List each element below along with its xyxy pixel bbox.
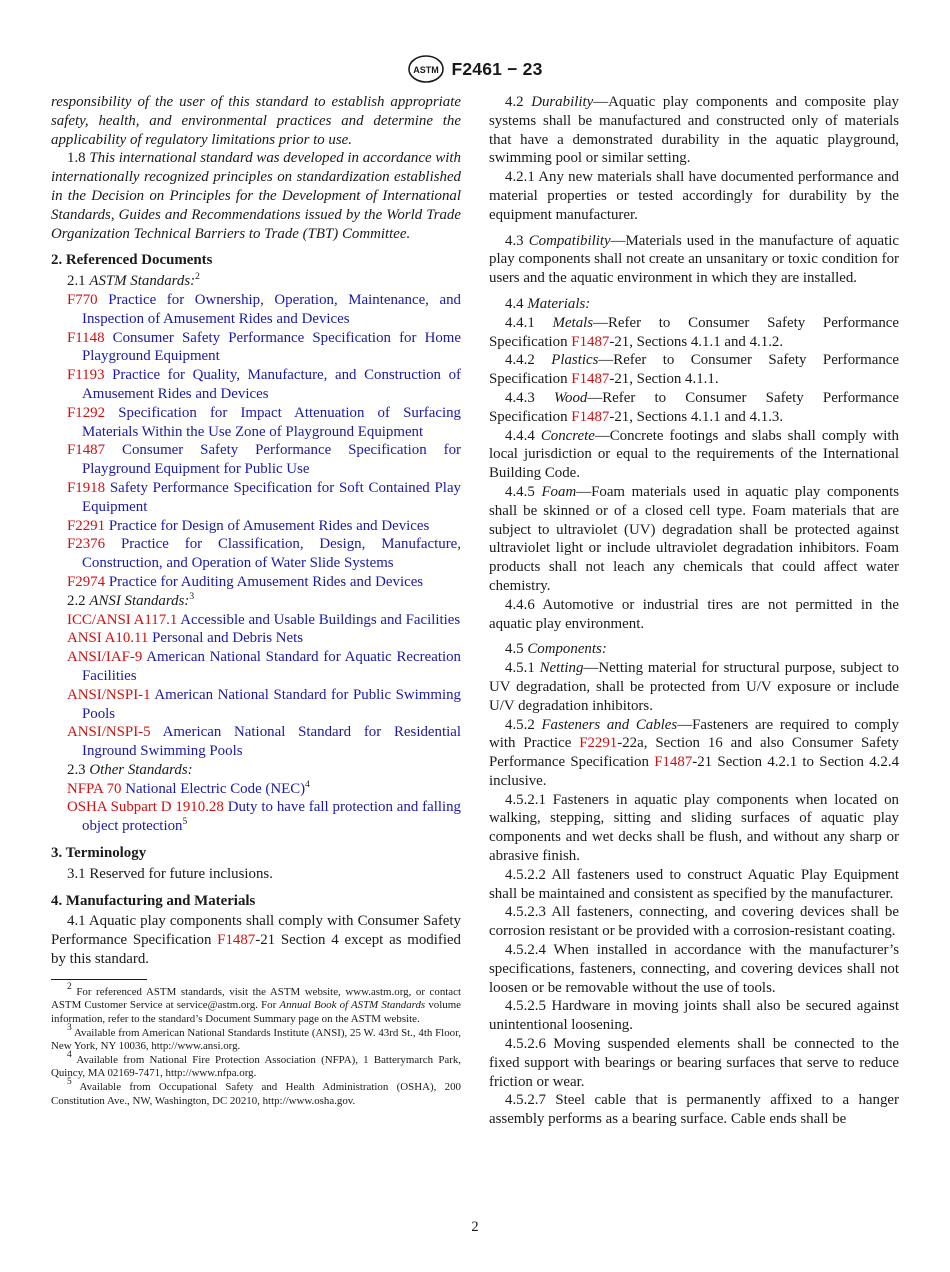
paragraph-4-4-2: 4.4.2 Plastics—Refer to Consumer Safety Performance Specification F1487-21, Section 4.1.1. [489,352,899,388]
logo-text: ASTM [413,65,440,75]
paragraph-4-2-1: 4.2.1 Any new materials shall have documented performance and material properties or tested accordingly for durability by the equipment manufacturer. [489,169,899,223]
paragraph-4-5-2-7: 4.5.2.7 Steel cable that is permanently affixed to a hanger assembly performs as a bearing surface. Cable ends shall be [489,1092,899,1128]
reference-f1487[interactable]: F1487 Consumer Safety Performance Specification for Playground Equipment for Public Use [67,442,461,478]
footnote-divider [51,979,147,980]
link-f2291[interactable]: F2291 [579,735,618,752]
paragraph-4-5-2-6: 4.5.2.6 Moving suspended elements shall be connected to the fixed support with bearings or bearing surfaces that serve to reduce friction or wear. [489,1036,899,1090]
paragraph-1-7-cont: responsibility of the user of this standard to establish appropriate safety, health, and environmental practices and determine the applicability of regulatory limitations prior to use. [51,94,461,148]
reference-f2376[interactable]: F2376 Practice for Classification, Design, Manufacture, Construction, and Operation of Water Slide Systems [67,536,461,572]
paragraph-3-1: 3.1 Reserved for future inclusions. [67,865,273,882]
paragraph-4-5-2-3: 4.5.2.3 All fasteners, connecting, and covering devices shall be corrosion resistant or be provided with a corrosion-resistant coating. [489,904,899,940]
reference-ansi-nspi-5[interactable]: ANSI/NSPI-5 American National Standard for Residential Inground Swimming Pools [67,724,461,760]
section-4-heading: 4. Manufacturing and Materials [51,892,256,909]
standard-designation: F2461 − 23 [451,58,543,79]
paragraph-4-4: 4.4 Materials: [505,295,591,312]
reference-icc-ansi-a117-1[interactable]: ICC/ANSI A117.1 Accessible and Usable Buildings and Facilities [67,611,461,628]
footnote-3: $^3$ Available from American National Standards Institute (ANSI), 25 W. 43rd St., 4th Floor, New York, NY 10036, http://www.ansi.org. [51,1022,461,1053]
reference-f2291[interactable]: F2291 Practice for Design of Amusement Rides and Devices [67,517,430,534]
footnotes [51,981,462,1108]
link-f1487[interactable]: F1487 [571,408,610,425]
reference-osha-1910-28[interactable]: OSHA Subpart D 1910.28 Duty to have fall protection and falling object protection$^5$ [67,799,462,835]
link-f1487[interactable]: F1487 [654,754,693,771]
reference-f770[interactable]: F770 Practice for Ownership, Operation, Maintenance, and Inspection of Amusement Rides and Devices [67,291,461,327]
reference-nfpa-70[interactable]: NFPA 70 National Electric Code (NEC)$^4$ [67,779,310,797]
subsection-2-2: 2.2 ANSI Standards:$^3$ [67,591,195,609]
page-number: 2 [471,1219,479,1235]
paragraph-1-8: 1.8 This international standard was developed in accordance with internationally recognized principles on standardization established in the Decision on Principles for the Development of International Standards, Guides and Recommendations issued by the World Trade Organization Technical Barriers to Trade (TBT) Committee. [51,150,461,242]
paragraph-4-5-2-2: 4.5.2.2 All fasteners used to construct Aquatic Play Equipment shall be maintained and consistent as specified by the manufacturer. [489,866,899,902]
left-column [51,93,461,1108]
reference-f1148[interactable]: F1148 Consumer Safety Performance Specification for Home Playground Equipment [67,329,461,365]
link-f1487[interactable]: F1487 [571,371,610,388]
paragraph-4-5: 4.5 Components: [505,641,607,658]
footnote-5: $^5$ Available from Occupational Safety and Health Administration (OSHA), 200 Constitution Ave., NW, Washington, DC 20210, http://www.osha.gov. [51,1077,462,1107]
footnote-2: $^2$ For referenced ASTM standards, visit the ASTM website, www.astm.org, or contact ASTM Customer Service at service@astm.org. For Annual Book of ASTM Standards volume information, refer to the standard’s Document Summary page on the ASTM website. [51,981,461,1026]
paragraph-4-2: 4.2 Durability—Aquatic play components and composite play systems shall be manufactured and constructed only of materials that have a demonstrated durability in the aquatic playground, swimming pool or similar setting. [489,94,899,167]
paragraph-4-4-4: 4.4.4 Concrete—Concrete footings and slabs shall comply with local jurisdiction or equal to the requirements of the International Building Code. [489,427,899,482]
paragraph-4-5-2-1: 4.5.2.1 Fasteners in aquatic play components when located on walking, stepping, sitting and sliding surfaces of aquatic play components and wet decks shall be flush, and without any sharp or abrasive finish. [489,791,899,865]
reference-ansi-a10-11[interactable]: ANSI A10.11 Personal and Debris Nets [67,630,304,647]
page-header [0,52,950,86]
reference-ansi-nspi-1[interactable]: ANSI/NSPI-1 American National Standard for Public Swimming Pools [67,686,462,722]
reference-f1918[interactable]: F1918 Safety Performance Specification for Soft Contained Play Equipment [67,479,461,515]
paragraph-4-4-5: 4.4.5 Foam—Foam materials used in aquatic play components shall be skinned or of a closed cell type. Foam materials that are subject to ultraviolet (UV) degradation shall be protected against ultraviolet light or include ultraviolet degradation inhibitors. Foam products shall not leach any chemicals that could affect water chemistry. [489,483,900,594]
right-column [489,93,899,1129]
footnote-4: $^4$ Available from National Fire Protection Association (NFPA), 1 Batterymarch Park, Quincy, MA 02169-7471, http://www.nfpa.org. [51,1049,462,1080]
paragraph-4-5-2-5: 4.5.2.5 Hardware in moving joints shall also be secured against unintentional loosening. [489,998,899,1034]
reference-ansi-iaf-9[interactable]: ANSI/IAF-9 American National Standard for Aquatic Recreation Facilities [67,649,461,684]
reference-f2974[interactable]: F2974 Practice for Auditing Amusement Rides and Devices [67,573,424,590]
paragraph-4-4-3: 4.4.3 Wood—Refer to Consumer Safety Performance Specification F1487-21, Sections 4.1.1 and 4.1.3. [489,389,899,425]
section-3-heading: 3. Terminology [51,845,147,862]
paragraph-4-4-1: 4.4.1 Metals—Refer to Consumer Safety Performance Specification F1487-21, Sections 4.1.1 and 4.1.2. [489,314,899,350]
paragraph-4-5-2-4: 4.5.2.4 When installed in accordance with the manufacturer’s specifications, fasteners, connecting, and covering devices shall not loosen or be removable without the use of tools. [489,942,899,996]
reference-f1292[interactable]: F1292 Specification for Impact Attenuation of Surfacing Materials Within the Use Zone of Playground Equipment [67,404,461,440]
subsection-2-1: 2.1 ASTM Standards:$^2$ [67,272,200,290]
subsection-2-3: 2.3 Other Standards: [67,761,193,778]
paragraph-4-5-1: 4.5.1 Netting—Netting material for structural purpose, subject to UV degradation, shall be protected from U/V exposure or include U/V degradation inhibitors. [489,660,899,714]
paragraph-4-1: 4.1 Aquatic play components shall comply with Consumer Safety Performance Specification F1487-21 Section 4 except as modified by this standard. [51,913,462,968]
paragraph-4-4-6: 4.4.6 Automotive or industrial tires are not permitted in the aquatic play environment. [489,596,899,632]
astm-logo-icon [407,54,445,84]
link-f1487[interactable]: F1487 [571,333,610,350]
section-2-heading: 2. Referenced Documents [51,252,213,269]
paragraph-4-3: 4.3 Compatibility—Materials used in the manufacture of aquatic play components shall not create an unsanitary or toxic condition for users and the aquatic environment in which they are installed. [489,232,899,287]
paragraph-4-5-2: 4.5.2 Fasteners and Cables—Fasteners are required to comply with Practice F2291-22a, Section 16 and also Consumer Safety Performance Specification F1487-21 Section 4.2.1 to Section 4.2.4 inclusive. [489,716,900,789]
reference-f1193[interactable]: F1193 Practice for Quality, Manufacture, and Construction of Amusement Rides and Devices [67,367,461,402]
link-f1487[interactable]: F1487 [217,932,256,949]
